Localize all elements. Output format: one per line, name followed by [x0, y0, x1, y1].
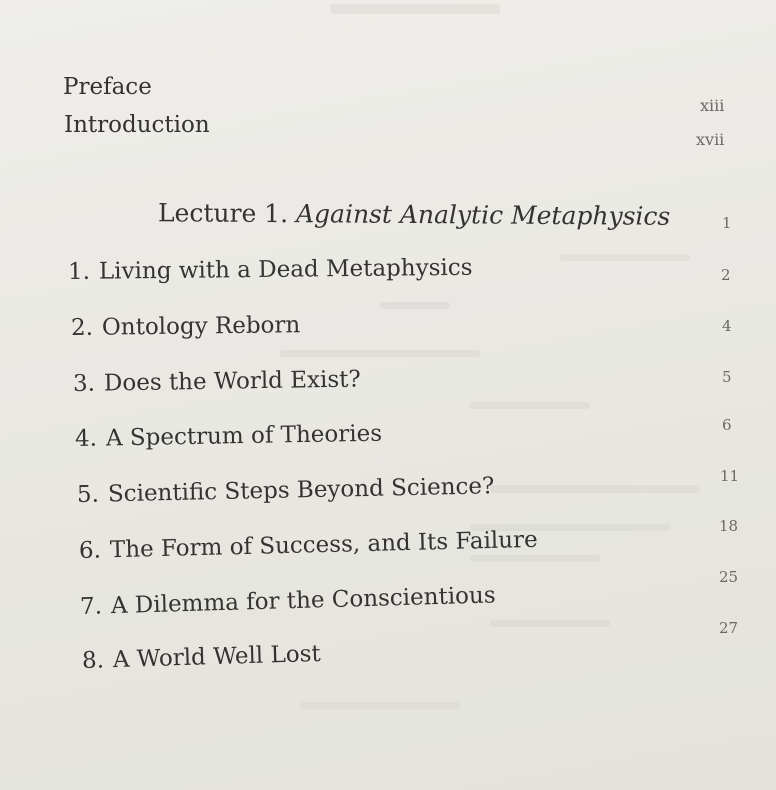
toc-page-number: 25 [719, 568, 739, 586]
toc-entry-chapter-8 [82, 641, 321, 674]
chapter-title: Does the World Exist? [103, 366, 361, 397]
toc-entry-introduction [64, 112, 210, 138]
toc-page-number: xvii [696, 130, 725, 149]
chapter-title: A Spectrum of Theories [105, 420, 383, 452]
lecture-heading [158, 198, 671, 231]
toc-entry-chapter-2 [71, 312, 301, 341]
toc-entry-label: Introduction [64, 112, 210, 138]
toc-entry-chapter-3 [73, 366, 361, 397]
chapter-title: The Form of Success, and Its Failure [109, 526, 538, 564]
toc-page-number: 4 [722, 317, 732, 335]
chapter-number: 5. [76, 481, 100, 508]
toc-entry-chapter-6 [79, 527, 538, 564]
toc-page-number: xiii [700, 96, 725, 115]
chapter-number: 4. [74, 425, 98, 452]
chapter-title: A Dilemma for the Conscientious [110, 582, 496, 620]
toc-entry-chapter-4 [75, 421, 382, 452]
lecture-label: Lecture 1. [157, 198, 289, 229]
chapter-number: 8. [81, 647, 105, 674]
chapter-title: Ontology Reborn [101, 312, 301, 341]
toc-page-number: 18 [719, 517, 739, 535]
chapter-number: 6. [78, 537, 102, 564]
toc-page-number: 5 [722, 368, 732, 386]
toc-page-number: 6 [722, 416, 732, 434]
toc-entry-label: Preface [63, 74, 152, 100]
chapter-title: Scientific Steps Beyond Science? [107, 473, 495, 508]
lecture-title: Against Analytic Metaphysics [295, 199, 671, 231]
toc-page-number: 1 [722, 214, 732, 232]
toc-page-number: 27 [719, 619, 739, 637]
toc-entry-chapter-7 [80, 582, 496, 620]
chapter-number: 1. [67, 258, 91, 285]
toc-entry-chapter-5 [77, 473, 495, 508]
chapter-title: A World Well Lost [112, 640, 322, 674]
chapter-number: 2. [70, 314, 94, 341]
toc-page-number: 2 [721, 266, 731, 284]
chapter-number: 3. [72, 370, 96, 397]
chapter-number: 7. [79, 593, 103, 620]
toc-page-number: 11 [720, 467, 740, 485]
toc-entry-preface [63, 74, 152, 100]
toc-entry-chapter-1 [68, 255, 473, 285]
chapter-title: Living with a Dead Metaphysics [98, 254, 473, 285]
